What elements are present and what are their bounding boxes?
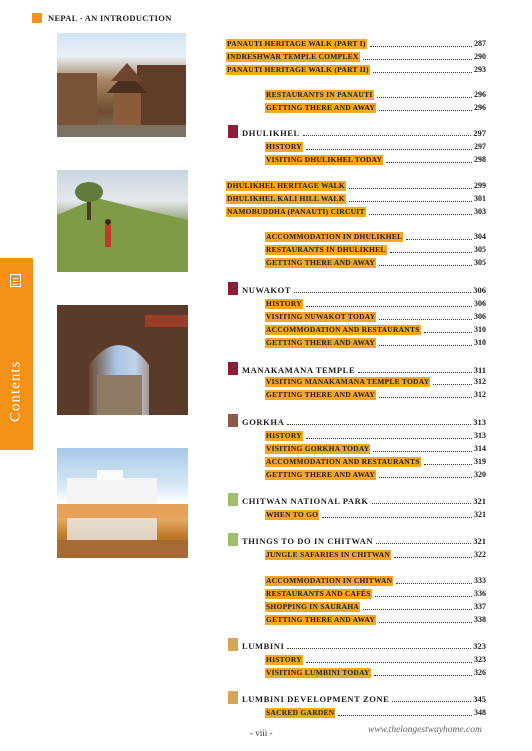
toc-entry-title: CHITWAN NATIONAL PARK xyxy=(242,496,369,506)
toc-leader-dots xyxy=(306,661,472,663)
toc-leader-dots xyxy=(379,476,472,478)
toc-page-number: 297 xyxy=(474,142,486,151)
toc-section-entry[interactable] xyxy=(226,206,486,217)
header-title: NEPAL - AN INTRODUCTION xyxy=(48,13,172,23)
toc-page-number: 348 xyxy=(474,708,486,717)
toc-page-number: 305 xyxy=(474,245,486,254)
toc-section-entry[interactable] xyxy=(265,509,486,520)
chapter-marker-icon xyxy=(228,638,238,651)
toc-section-entry[interactable] xyxy=(265,324,486,335)
toc-leader-dots xyxy=(306,437,472,439)
toc-section-entry[interactable] xyxy=(265,389,486,400)
toc-page-number: 306 xyxy=(474,312,486,321)
toc-section-entry[interactable] xyxy=(265,231,486,242)
toc-page-number: 320 xyxy=(474,470,486,479)
toc-section-entry[interactable] xyxy=(265,469,486,480)
toc-entry-title: JUNGLE SAFARIES IN CHITWAN xyxy=(266,550,391,559)
toc-section-entry[interactable] xyxy=(265,614,486,625)
toc-section-entry[interactable] xyxy=(265,443,486,454)
toc-entry-title: HISTORY xyxy=(266,299,302,308)
toc-section-entry[interactable] xyxy=(265,89,486,100)
toc-leader-dots xyxy=(338,714,472,716)
toc-section-entry[interactable] xyxy=(265,257,486,268)
toc-page-number: 345 xyxy=(473,694,486,704)
toc-page-number: 326 xyxy=(474,668,486,677)
toc-entry-title: THINGS TO DO IN CHITWAN xyxy=(242,536,374,546)
toc-leader-dots xyxy=(375,595,472,597)
toc-page-number: 314 xyxy=(474,444,486,453)
chapter-marker-icon xyxy=(228,414,238,427)
toc-leader-dots xyxy=(424,331,472,333)
chapter-marker-icon xyxy=(228,362,238,375)
toc-section-entry[interactable] xyxy=(265,654,486,665)
toc-entry-title: SHOPPING IN SAURAHA xyxy=(266,602,360,611)
toc-chapter-entry[interactable] xyxy=(242,535,486,546)
toc-section-entry[interactable] xyxy=(265,667,486,678)
toc-entry-title: VISITING MANAKAMANA TEMPLE TODAY xyxy=(266,377,430,386)
toc-chapter-entry[interactable] xyxy=(242,416,486,427)
toc-leader-dots xyxy=(306,148,472,150)
side-tab-label: Contents xyxy=(7,360,24,422)
toc-section-entry[interactable] xyxy=(265,154,486,165)
toc-page-number: 336 xyxy=(474,589,486,598)
toc-leader-dots xyxy=(433,383,472,385)
chapter-marker-icon xyxy=(228,282,238,295)
toc-section-entry[interactable] xyxy=(265,376,486,387)
toc-entry-title: GETTING THERE AND AWAY xyxy=(266,615,376,624)
toc-page-number: 323 xyxy=(473,641,486,651)
chapter-marker-icon xyxy=(228,493,238,506)
toc-leader-dots xyxy=(377,96,473,98)
toc-entry-title: INDRESHWAR TEMPLE COMPLEX xyxy=(227,52,359,61)
toc-entry-title: PANAUTI HERITAGE WALK (PART I) xyxy=(227,39,366,48)
toc-page-number: 306 xyxy=(474,299,486,308)
toc-section-entry[interactable] xyxy=(265,311,486,322)
toc-chapter-entry[interactable] xyxy=(242,364,486,375)
toc-page-number: 304 xyxy=(474,232,486,241)
toc-leader-dots xyxy=(369,213,472,215)
toc-leader-dots xyxy=(303,134,471,136)
toc-leader-dots xyxy=(287,647,471,649)
toc-leader-dots xyxy=(392,700,471,702)
toc-entry-title: GORKHA xyxy=(242,417,285,427)
toc-page-number: 321 xyxy=(473,536,486,546)
toc-entry-title: VISITING LUMBINI TODAY xyxy=(266,668,370,677)
toc-section-entry[interactable] xyxy=(265,588,486,599)
toc-leader-dots xyxy=(424,463,472,465)
toc-leader-dots xyxy=(396,582,472,584)
toc-leader-dots xyxy=(373,71,472,73)
toc-page-number: 297 xyxy=(473,128,486,138)
toc-page-number: 313 xyxy=(474,431,486,440)
toc-entry-title: LUMBINI DEVELOPMENT ZONE xyxy=(242,694,390,704)
toc-chapter-entry[interactable] xyxy=(242,284,486,295)
toc-section-entry[interactable] xyxy=(265,456,486,467)
toc-leader-dots xyxy=(373,450,472,452)
toc-page-number: 306 xyxy=(473,285,486,295)
toc-page-number: 301 xyxy=(474,194,486,203)
toc-entry-title: SACRED GARDEN xyxy=(266,708,335,717)
toc-page-number: 299 xyxy=(474,181,486,190)
toc-page-number: 333 xyxy=(474,576,486,585)
toc-entry-title: WHEN TO GO xyxy=(266,510,319,519)
toc-chapter-entry[interactable] xyxy=(242,693,486,704)
toc-entry-title: VISITING DHULIKHEL TODAY xyxy=(266,155,383,164)
toc-page-number: 310 xyxy=(474,325,486,334)
toc-page-number: 322 xyxy=(474,550,486,559)
toc-entry-title: LUMBINI xyxy=(242,641,285,651)
toc-entry-title: ACCOMMODATION IN DHULIKHEL xyxy=(266,232,403,241)
toc-section-entry[interactable] xyxy=(226,51,486,62)
toc-page-number: 321 xyxy=(474,510,486,519)
toc-section-entry[interactable] xyxy=(226,64,486,75)
toc-leader-dots xyxy=(370,45,472,47)
toc-entry-title: HISTORY xyxy=(266,431,302,440)
chapter-marker-icon xyxy=(228,533,238,546)
toc-page-number: 305 xyxy=(474,258,486,267)
toc-leader-dots xyxy=(372,502,472,504)
toc-section-entry[interactable] xyxy=(265,575,486,586)
toc-entry-title: RESTAURANTS IN DHULIKHEL xyxy=(266,245,386,254)
toc-page-number: 323 xyxy=(474,655,486,664)
toc-leader-dots xyxy=(406,238,472,240)
toc-page-number: 311 xyxy=(473,365,486,375)
toc-leader-dots xyxy=(358,371,471,373)
toc-entry-title: ACCOMMODATION AND RESTAURANTS xyxy=(266,457,420,466)
toc-entry-title: GETTING THERE AND AWAY xyxy=(266,103,376,112)
toc-section-entry[interactable] xyxy=(265,549,486,560)
toc-entry-title: VISITING GORKHA TODAY xyxy=(266,444,370,453)
toc-leader-dots xyxy=(376,542,471,544)
toc-leader-dots xyxy=(363,608,472,610)
toc-leader-dots xyxy=(363,58,472,60)
toc-entry-title: RESTAURANTS AND CAFÉS xyxy=(266,589,371,598)
toc-entry-title: HISTORY xyxy=(266,655,302,664)
toc-page-number: 293 xyxy=(474,65,486,74)
toc-page-number: 337 xyxy=(474,602,486,611)
toc-page-number: 338 xyxy=(474,615,486,624)
toc-leader-dots xyxy=(294,291,471,293)
toc-entry-title: RESTAURANTS IN PANAUTI xyxy=(266,90,373,99)
toc-leader-dots xyxy=(349,200,472,202)
toc-entry-title: GETTING THERE AND AWAY xyxy=(266,338,376,347)
toc-chapter-entry[interactable] xyxy=(242,640,486,651)
toc-section-entry[interactable] xyxy=(226,38,486,49)
toc-page-number: 290 xyxy=(474,52,486,61)
toc-entry-title: GETTING THERE AND AWAY xyxy=(266,390,376,399)
toc-leader-dots xyxy=(379,344,472,346)
toc-entry-title: ACCOMMODATION IN CHITWAN xyxy=(266,576,393,585)
toc-leader-dots xyxy=(394,556,472,558)
page-number: - viii - xyxy=(250,728,273,738)
toc-entry-title: DHULIKHEL KALI HILL WALK xyxy=(227,194,345,203)
toc-entry-title: PANAUTI HERITAGE WALK (PART II) xyxy=(227,65,369,74)
toc-page-number: 296 xyxy=(474,103,486,112)
chapter-marker-icon xyxy=(228,125,238,138)
toc-entry-title: MANAKAMANA TEMPLE xyxy=(242,365,356,375)
toc-leader-dots xyxy=(379,264,472,266)
toc-entry-title: NUWAKOT xyxy=(242,285,292,295)
toc-leader-dots xyxy=(379,318,472,320)
toc-leader-dots xyxy=(374,674,472,676)
toc-section-entry[interactable] xyxy=(265,337,486,348)
toc-section-entry[interactable] xyxy=(265,102,486,113)
toc-page-number: 310 xyxy=(474,338,486,347)
toc-entry-title: DHULIKHEL xyxy=(242,128,300,138)
toc-entry-title: GETTING THERE AND AWAY xyxy=(266,470,376,479)
toc-entry-title: HISTORY xyxy=(266,142,302,151)
toc-leader-dots xyxy=(322,516,472,518)
toc-entry-title: DHULIKHEL HERITAGE WALK xyxy=(227,181,346,190)
toc-section-entry[interactable] xyxy=(226,180,486,191)
toc-page-number: 296 xyxy=(474,90,486,99)
toc-leader-dots xyxy=(390,251,472,253)
toc-entry-title: NAMOBUDDHA (PANAUTI) CIRCUIT xyxy=(227,207,365,216)
toc-entry-title: VISITING NUWAKOT TODAY xyxy=(266,312,376,321)
toc-leader-dots xyxy=(386,161,472,163)
toc-leader-dots xyxy=(349,187,472,189)
toc-page-number: 321 xyxy=(473,496,486,506)
toc-page-number: 312 xyxy=(474,377,486,386)
toc-entry-title: ACCOMMODATION AND RESTAURANTS xyxy=(266,325,420,334)
chapter-marker-icon xyxy=(228,691,238,704)
toc-section-entry[interactable] xyxy=(265,707,486,718)
toc-entry-title: GETTING THERE AND AWAY xyxy=(266,258,376,267)
toc-leader-dots xyxy=(306,305,472,307)
toc-page-number: 303 xyxy=(474,207,486,216)
toc-chapter-entry[interactable] xyxy=(242,495,486,506)
toc-leader-dots xyxy=(379,109,472,111)
toc-section-entry[interactable] xyxy=(265,601,486,612)
toc-section-entry[interactable] xyxy=(265,430,486,441)
toc-leader-dots xyxy=(379,621,472,623)
toc-section-entry[interactable] xyxy=(226,193,486,204)
toc-section-entry[interactable] xyxy=(265,298,486,309)
toc-section-entry[interactable] xyxy=(265,244,486,255)
toc-page-number: 312 xyxy=(474,390,486,399)
toc-section-entry[interactable] xyxy=(265,141,486,152)
toc-page-number: 287 xyxy=(474,39,486,48)
toc-page-number: 313 xyxy=(473,417,486,427)
toc-leader-dots xyxy=(287,423,471,425)
toc-page-number: 298 xyxy=(474,155,486,164)
toc-leader-dots xyxy=(379,396,472,398)
website-url[interactable]: www.thelongestwayhome.com xyxy=(368,725,482,735)
toc-page-number: 319 xyxy=(474,457,486,466)
toc-chapter-entry[interactable] xyxy=(242,127,486,138)
